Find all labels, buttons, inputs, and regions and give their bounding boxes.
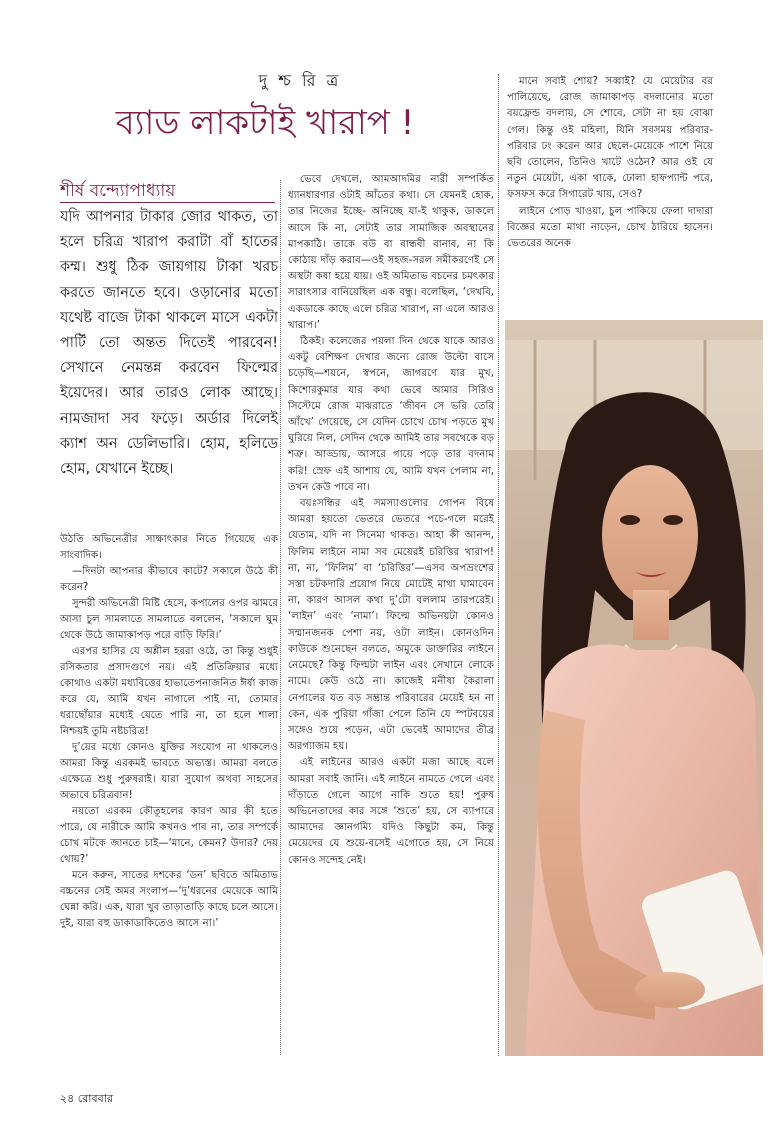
section-kicker: দু শ্চ রি ত্র: [258, 71, 342, 90]
column-2-paragraph: ভেবে দেখলে, আমআদমির নারী সম্পর্কিত ধ্যানধারণার ওটাই আঁতের কথা। সে যেমনই হোক, তার নিজের ইচ্ছে- অনিচ্ছে যা-ই থাকুক, ডাকলে আসে কি না, সেটাই তার সামাজিক অবস্থানের মাপকাঠি। তাকে বউ বা বান্ধবী বানাব, না কি কোঠায় দাঁড় করাব—ওই সহজ-সরল সমীকরণেই সে অস্থটা কষা হয়ে যায়। ওই অমিতাভ বচনের চমৎকার সারাৎসার বানিয়েছিল এক বন্ধু। বলেছিল, ‘দেখবি, একডাকে কাছে এলে চরিত্র খারাপ, না এলে আরও খারাপ।’: [288, 174, 494, 331]
column-divider: [280, 180, 281, 1055]
byline-underline: [60, 202, 275, 203]
column-3-paragraph: মানে সবাই শোয়? সব্বাই? যে মেয়েটার বর পালিয়েছে, রোজ জামাকাপড় বদলানোর মতো বয়ফ্রেন্ড বদলায়, সে শোবে, সেটা না হয় বোঝা গেল। কিন্তু ওই মহিলা, যিনি সবসময় পরিবার-পরিবার ঢং করেন আর ছেলে-মেয়েকে পাশে নিয়ে ছবি তোলেন, তিনিও খাটে ওঠেন? আর ওই যে নতুন মেয়েটা, একা থাকে, ঢোলা হাফপ্যান্ট পরে, ফসফস করে সিগারেট খায়, সেও?: [507, 76, 713, 201]
headline: ব্যাড লাকটাই খারাপ !: [115, 103, 415, 143]
column-1-paragraph: নয়তো এরকম কৌতূহলের কারণ আর কী হতে পারে, যে নারীকে আমি কখনও পাব না, তার সম্পর্কে চোখ মটকে জানতে চাই—‘মানে, কেমন? উদার? দেয় থোয়?’: [60, 806, 278, 865]
column-1: [60, 532, 278, 932]
column-1-paragraph: মনে করুন, সাতের দশকের ‘ডন’ ছবিতে অমিতাভ বচ্চনের সেই অমর সংলাপ—‘দু’ধরনের মেয়েকে আমি ঘেন্না করি। এক, যারা খুব তাড়াতাড়ি কাছে চলে আসে। দুই, যারা বহু ডাকাডাকিতেও আসে না।’: [60, 870, 278, 929]
lede-paragraph: যদি আপনার টাকার জোর থাকত, তা হলে চরিত্র খারাপ করাটা বাঁ হাতের কম্ম। শুধু ঠিক জায়গায় টাকা খরচ করতে জানতে হবে। ওড়ানোর মতো যথেষ্ট বাজে টাকা থাকলে মাসে একটা পার্টি তো অন্তত দিতেই পারবেন! সেখানে নেমন্তন্ন করবেন ফিল্মের ইয়েদের। আর তারও লোক আছে। নামজাদা সব ফড়ে। অর্ডার দিলেই ক্যাশ অন ডেলিভারি। হোম, হলিডে হোম, যেখানে ইচ্ছে।: [60, 209, 278, 478]
column-2-paragraph: ঠিকই। কলেজের পয়লা দিন থেকে যাকে আরও একটু বেশিক্ষণ দেখার জন্যে রোজ উল্টো বাসে চড়েছি—শয়নে, স্বপনে, জাগরণে যার মুখ, কিশোরকুমার যার কথা ভেবে আমার সিরিও সিস্টেমে রোজ মাঝরাতে ‘জীবন সে ভরি তেরি আঁখে’ গেয়েছে, সে যেদিন চোখে চোখ পড়তে মুখ ঘুরিয়ে নিল, সেদিন থেকে আমিই তার সবথেকে বড় শত্রু। আড্ডায়, আসরে গায়ে পড়ে তার বদনাম করি! স্রেফ এই আশায় যে, আমি যখন পেলাম না, তখন কেউ পাবে না।: [288, 336, 494, 493]
column-1-paragraph: দু’য়ের মধ্যে কোনও যুক্তির সংযোগ না থাকলেও আমরা কিন্তু এরকমই ভাবতে অভ্যস্ত। আমরা বলতে এক্ষেত্রে শুধু পুরুষরাই। যারা সুযোগ অথবা সাহসের অভাবে চরিত্রবান!: [60, 742, 278, 801]
column-1-paragraph: —দিনটা আপনার কীভাবে কাটে? সকালে উঠে কী করেন?: [60, 566, 278, 593]
actress-photo: [505, 320, 763, 1056]
column-2-paragraph: এই লাইনের আরও একটা মজা আছে বলে আমরা সবাই জানি। এই লাইনে নামতে গেলে এবং দাঁড়াতে গেলে আগে নাকি শুতে হয়! পুরুষ অভিনেতাদের কার সঙ্গে ‘শুতে’ হয়, সে ব্যাপারে আমাদের জ্ঞানগম্যি যদিও কিছুটা কম, কিন্তু মেয়েদের যে শুয়ে-বসেই এগোতে হয়, সে নিয়ে কোনও সন্দেহ নেই।: [288, 757, 494, 866]
actress-photo-illustration: [505, 320, 763, 1056]
column-3: [507, 74, 713, 252]
author-byline: শীর্ষ বন্দ্যোপাধ্যায়: [60, 181, 176, 201]
column-1-paragraph: উঠতি অভিনেত্রীর সাক্ষাৎকার নিতে গিয়েছে এক সাংবাদিক।: [60, 534, 278, 561]
column-divider: [498, 74, 499, 1056]
column-1-paragraph: এরপর হাসির যে অশ্লীল হররা ওঠে, তা কিন্তু শুধুই রসিকতার প্রসাদগুণে নয়। এই প্রতিক্রিয়ার মধ্যে কোথাও একটা মধ্যবিত্তের হাভাতেপনাজনিত ঈর্ষা কাজ করে যে, আমি যখন নাগালে পাই না, তোমার ধরাছোঁয়ার মধ্যেই যেতে পারি না, তা হলে শালা নিশ্চয়ই তুমি নষ্টচরিত্র!: [60, 646, 278, 737]
page-footer: ২৪ রোববার: [60, 1092, 113, 1105]
column-2: [288, 172, 494, 869]
column-3-paragraph: লাইনে পোড় খাওয়া, চুল পাকিয়ে ফেলা দাদারা বিজ্ঞের মতো মাথা নাড়েন, চোখ ঠারিয়ে হাসেন। ভেতরের অনেক: [507, 205, 713, 250]
column-1-paragraph: সুন্দরী অভিনেত্রী মিষ্টি হেসে, কপালের ওপর ঝামরে আসা চুল সামলাতে সামলাতে বললেন, ‘সকালে ঘুম থেকে উঠে জামাকাপড় পরে বাড়ি ফিরি।’: [60, 598, 278, 641]
column-2-paragraph: বয়ঃসন্ধির এই সমস্যাগুলোর গোপন বিষে আমরা হয়তো ভেতরে ভেতরে পচে-গলে মরেই যেতাম, যদি না সিনেমা থাকত। আহা কী আনন্দ, ফিলিম লাইনে নামা সব মেয়েরই চরিত্তির খারাপ! না, না, ‘ফিলিম’ বা ‘চরিত্তির’—এসব অপভ্রংশের সস্তা চটকদারি প্রয়োগ নিয়ে মোটেই মাথা ঘামাবেন না, কারণ আসল কথা দু’টো বললাম তারপরেই। ‘লাইন’ এবং ‘নামা’। ফিল্মে অভিনয়টা কোনও সম্মানজনক পেশা নয়, ওটা লাইন। কোনওদিন কাউকে শুনেছেন বলতে, অমুকে ডাক্তারির লাইনে নেমেছে? কিন্তু ফিল্মটা লাইন এবং সেখানে লোকে নামে। কেউ ওঠে না। কাজেই মনীষা কৈরালা নেপালের যত বড় সম্ভ্রান্ত পরিবারের মেয়েই হন না কেন, এক পুরিয়া গাঁজা পেলে তিনি যে স্পটবয়ের সঙ্গেও শুয়ে পড়েন, এটা ভেবেই আমাদের তীব্র অরগ্যাজম হয়।: [288, 498, 494, 753]
